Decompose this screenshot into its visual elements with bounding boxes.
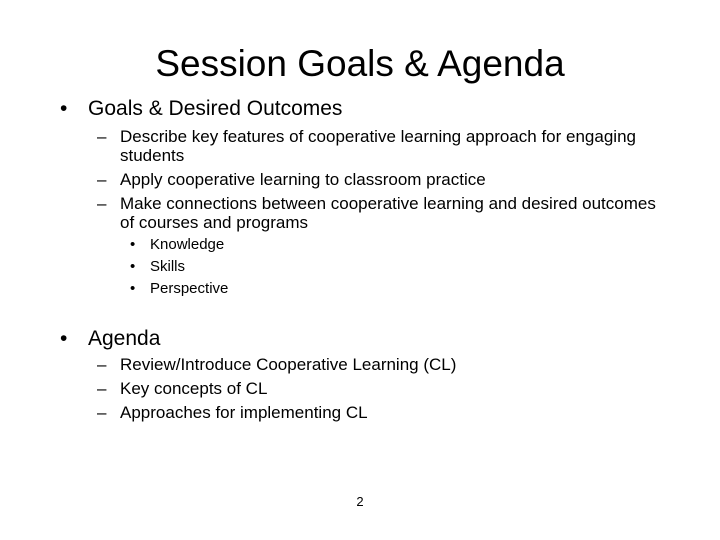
list-item-text: Review/Introduce Cooperative Learning (CL) <box>120 355 457 374</box>
list-item-text: Key concepts of CL <box>120 379 268 398</box>
page-number: 2 <box>356 494 364 509</box>
section-heading-label: Agenda <box>88 327 161 350</box>
list-item <box>97 127 672 165</box>
list-item-text: Make connections between cooperative learning and desired outcomes of courses and programs <box>120 194 656 232</box>
list-item <box>97 170 672 189</box>
bullet-icon: • <box>130 280 136 297</box>
bullet-icon: • <box>130 236 136 253</box>
bullet-icon: • <box>60 327 68 350</box>
dash-icon: – <box>97 170 107 189</box>
bullet-icon: • <box>60 97 68 120</box>
slide-title: Session Goals & Agenda <box>155 43 565 84</box>
dash-icon: – <box>97 127 107 146</box>
sub-list-item-text: Knowledge <box>150 236 225 253</box>
dash-icon: – <box>97 355 107 374</box>
list-item-text: Apply cooperative learning to classroom practice <box>120 170 486 189</box>
dash-icon: – <box>97 403 107 422</box>
dash-icon: – <box>97 194 107 213</box>
section-heading-label: Goals & Desired Outcomes <box>88 97 343 120</box>
list-item-text: Approaches for implementing CL <box>120 403 368 422</box>
bullet-icon: • <box>130 258 136 275</box>
sub-list-item-text: Skills <box>150 258 186 275</box>
list-item <box>97 194 672 232</box>
list-item <box>97 379 672 398</box>
list-item <box>97 403 672 422</box>
list-item <box>97 355 672 374</box>
dash-icon: – <box>97 379 107 398</box>
list-item-text: Describe key features of cooperative learning approach for engaging students <box>120 127 636 165</box>
sub-list-item-text: Perspective <box>150 280 229 297</box>
